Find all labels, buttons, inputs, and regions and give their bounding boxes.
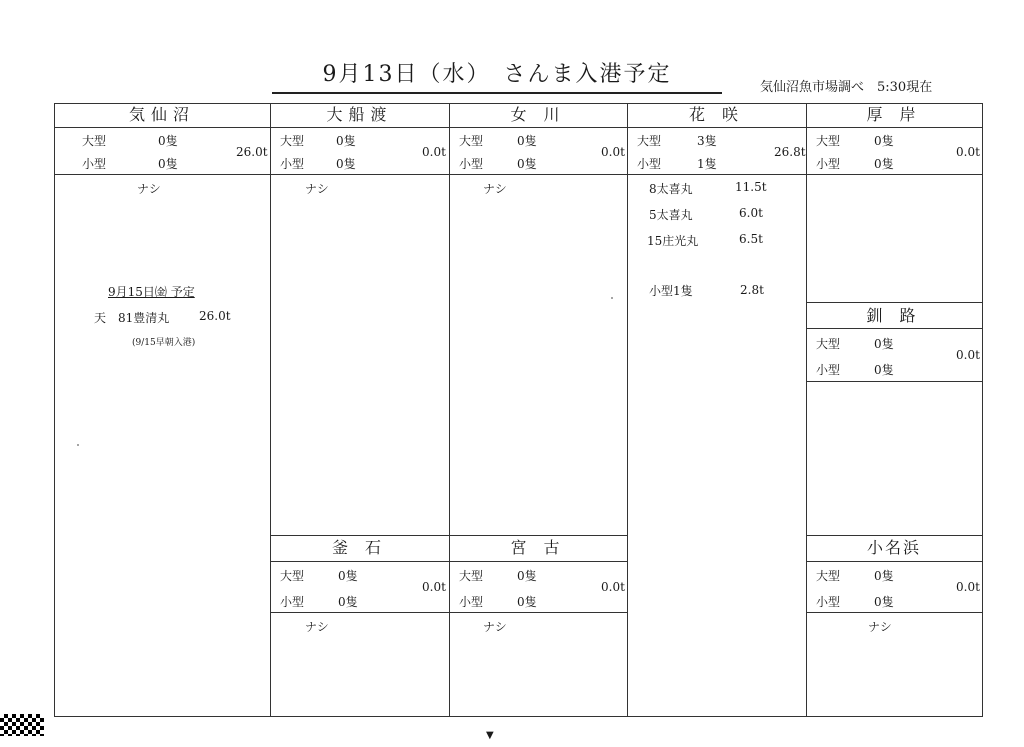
port-name: 釜 石 xyxy=(331,538,388,557)
none-text: ナシ xyxy=(483,620,507,634)
port-name: 釧 路 xyxy=(866,306,922,325)
ship-tons: 26.0t xyxy=(199,309,231,323)
small-label: 小型 xyxy=(280,157,305,171)
large-label: 大型 xyxy=(280,569,305,583)
port-name: 小名浜 xyxy=(866,538,921,557)
arrival-note: (9/15早朝入港) xyxy=(132,338,196,348)
small-ship-label: 小型1隻 xyxy=(649,284,693,298)
small-count: 0隻 xyxy=(874,595,894,609)
large-count: 0隻 xyxy=(336,134,356,148)
small-count: 0隻 xyxy=(338,595,358,609)
none-text: ナシ xyxy=(305,620,329,634)
large-count: 0隻 xyxy=(338,569,358,583)
large-count: 0隻 xyxy=(517,134,537,148)
small-count: 1隻 xyxy=(697,157,717,171)
none-text: ナシ xyxy=(305,182,329,196)
port-akkeshi xyxy=(806,103,982,302)
total-tons: 0.0t xyxy=(956,348,980,362)
small-count: 0隻 xyxy=(336,157,356,171)
ship-name: 81豊清丸 xyxy=(118,311,170,325)
small-label: 小型 xyxy=(459,157,484,171)
small-label: 小型 xyxy=(816,157,841,171)
small-label: 小型 xyxy=(82,157,107,171)
large-count: 0隻 xyxy=(874,337,894,351)
schedule-heading: 9月15日㈮ 予定 xyxy=(108,285,195,299)
ship-tons: 6.5t xyxy=(739,232,763,246)
scan-dot xyxy=(77,444,79,446)
port-miyako xyxy=(449,535,627,716)
port-name: 宮 古 xyxy=(510,538,566,557)
port-onagawa xyxy=(449,103,627,535)
port-name: 女 川 xyxy=(510,105,566,124)
none-text: ナシ xyxy=(868,620,892,634)
total-tons: 0.0t xyxy=(601,145,625,159)
ship-name: 8太喜丸 xyxy=(649,182,693,196)
ship-name: 5太喜丸 xyxy=(649,208,693,222)
large-label: 大型 xyxy=(459,569,484,583)
ship-tons: 11.5t xyxy=(735,180,767,194)
large-count: 0隻 xyxy=(874,569,894,583)
large-count: 3隻 xyxy=(697,134,717,148)
total-tons: 0.0t xyxy=(422,145,446,159)
small-label: 小型 xyxy=(280,595,305,609)
large-label: 大型 xyxy=(816,337,841,351)
large-count: 0隻 xyxy=(158,134,178,148)
none-text: ナシ xyxy=(137,182,161,196)
ship-tons: 6.0t xyxy=(739,206,763,220)
port-name: 厚 岸 xyxy=(866,105,922,124)
small-count: 0隻 xyxy=(517,595,537,609)
port-konahama xyxy=(806,535,982,716)
total-tons: 26.8t xyxy=(774,145,806,159)
small-label: 小型 xyxy=(816,363,841,377)
large-count: 0隻 xyxy=(517,569,537,583)
port-hanasaki xyxy=(627,103,806,716)
large-label: 大型 xyxy=(637,134,662,148)
total-tons: 26.0t xyxy=(236,145,268,159)
port-kesennuma xyxy=(54,103,270,716)
total-tons: 0.0t xyxy=(601,580,625,594)
ship-name: 15庄光丸 xyxy=(647,234,699,248)
small-count: 0隻 xyxy=(874,363,894,377)
none-text: ナシ xyxy=(483,182,507,196)
large-label: 大型 xyxy=(816,134,841,148)
small-label: 小型 xyxy=(637,157,662,171)
survey-note: 気仙沼魚市場調べ 5:30現在 xyxy=(760,80,933,95)
total-tons: 0.0t xyxy=(956,580,980,594)
port-kamaishi xyxy=(270,535,449,716)
port-name: 大船渡 xyxy=(326,105,393,124)
small-count: 0隻 xyxy=(517,157,537,171)
total-tons: 0.0t xyxy=(956,145,980,159)
weather-mark: 天 xyxy=(94,311,107,325)
large-label: 大型 xyxy=(82,134,107,148)
port-ofunato xyxy=(270,103,449,535)
scan-dot xyxy=(611,297,613,299)
page-title: 9月13日（水） さんま入港予定 xyxy=(272,58,722,94)
down-arrow-icon: ▼ xyxy=(486,730,494,741)
port-kushiro xyxy=(806,303,982,535)
large-label: 大型 xyxy=(816,569,841,583)
large-label: 大型 xyxy=(459,134,484,148)
port-name: 気仙沼 xyxy=(128,105,195,124)
port-name: 花 咲 xyxy=(688,105,745,124)
small-label: 小型 xyxy=(816,595,841,609)
small-count: 0隻 xyxy=(158,157,178,171)
scan-registration-mark xyxy=(0,714,44,736)
small-label: 小型 xyxy=(459,595,484,609)
large-label: 大型 xyxy=(280,134,305,148)
small-count: 0隻 xyxy=(874,157,894,171)
small-ship-tons: 2.8t xyxy=(740,283,764,297)
large-count: 0隻 xyxy=(874,134,894,148)
total-tons: 0.0t xyxy=(422,580,446,594)
